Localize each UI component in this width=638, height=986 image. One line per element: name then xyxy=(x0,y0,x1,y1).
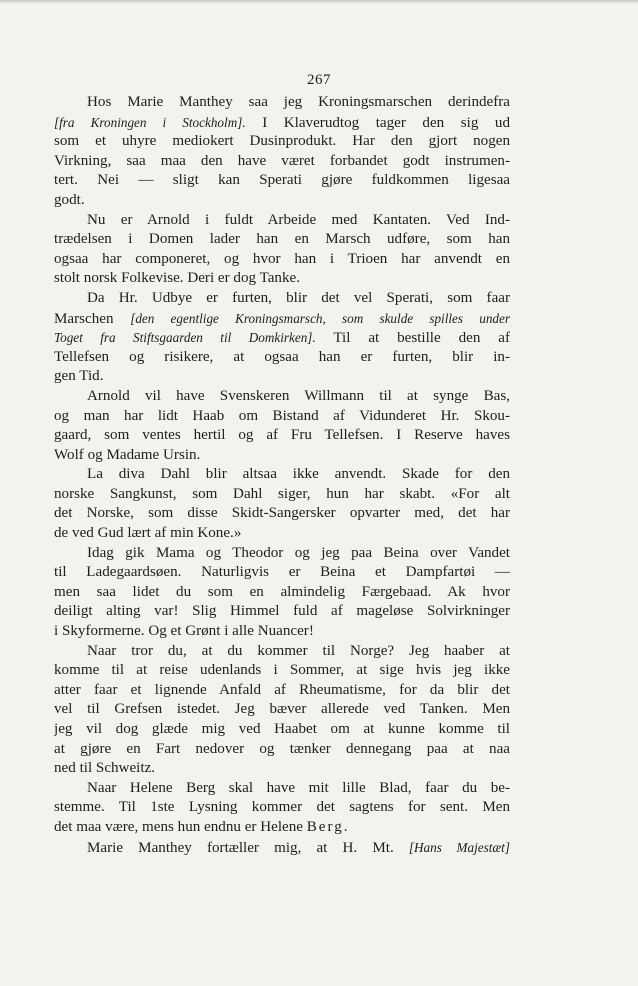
text-line: komme til at reise udenlands i Sommer, at sige hvis jeg ikke xyxy=(54,662,510,679)
text-line: atter faar et lignende Anfald af Rheumatisme, for da blir det xyxy=(54,681,510,698)
text-line: Idag gik Mama og Theodor og jeg paa Beina over Vandet xyxy=(87,544,510,561)
text-line: Virkning, saa maa den have været forbandet godt instrumen- xyxy=(54,152,510,169)
editorial-note: Toget fra Stiftsgaarden til Domkirken]. xyxy=(54,330,316,346)
text-line: og man har lidt Haab om Bistand af Vidunderet Hr. Skou- xyxy=(54,407,510,424)
text-line: Tellefsen og risikere, at ogsaa han er furten, blir in- xyxy=(54,348,510,365)
text-line: godt. xyxy=(54,191,85,208)
text-line: [fra Kroningen i Stockholm]. I Klaverudtog tager den sig ud xyxy=(54,114,510,131)
spaced-name: Berg. xyxy=(306,818,350,835)
text-line: Da Hr. Udbye er furten, blir det vel Sperati, som faar xyxy=(87,289,510,306)
editorial-note: [fra Kroningen i Stockholm]. xyxy=(54,114,246,130)
page-number: 267 xyxy=(307,72,331,88)
text-line: ned til Schweitz. xyxy=(54,760,156,777)
text-line: deiligt alting var! Slig Himmel fuld af mageløse Solvirkninger xyxy=(54,603,510,620)
text-line: Marschen [den egentlige Kroningsmarsch, som skulde spilles under xyxy=(54,310,510,327)
page-top-edge xyxy=(0,0,638,4)
text-line: gaard, som ventes hertil og af Fru Tellefsen. I Reserve haves xyxy=(54,427,510,444)
text-line: at gjøre en Fart nedover og tænker dennegang paa at naa xyxy=(54,740,510,757)
text-line: tert. Nei — sligt kan Sperati gjøre fuldkommen ligesaa xyxy=(54,172,510,189)
text-line: ogsaa har componeret, og hvor han i Trioen har anvendt en xyxy=(54,250,510,267)
text-line: vel til Grefsen istedet. Jeg bæver allerede ved Tanken. Men xyxy=(54,701,510,718)
editorial-note: [Hans Majestæt] xyxy=(408,839,510,855)
text-line: de ved Gud lært af min Kone.» xyxy=(54,525,242,542)
letter-text xyxy=(54,93,510,857)
text-line: Toget fra Stiftsgaarden til Domkirken]. Til at bestille den af xyxy=(54,330,510,347)
text-line: stemme. Til 1ste Lysning kommer det sagtens for sent. Men xyxy=(54,799,510,816)
text-line: stolt norsk Folkevise. Deri er dog Tanke. xyxy=(54,270,300,287)
text-line: Arnold vil have Svenskeren Willmann til at synge Bas, xyxy=(87,387,510,404)
text-line: Naar tror du, at du kommer til Norge? Jeg haaber at xyxy=(87,642,510,659)
text-line: men saa lidet du som en almindelig Færgebaad. Ak hvor xyxy=(54,583,510,600)
text-line: det maa være, mens hun endnu er Helene Berg. xyxy=(54,818,350,835)
text-line: Wolf og Madame Ursin. xyxy=(54,446,201,463)
text-line: Hos Marie Manthey saa jeg Kroningsmarschen derindefra xyxy=(87,94,510,110)
editorial-note: [den egentlige Kroningsmarsch, som skulde spilles under xyxy=(130,310,510,326)
text-line: gen Tid. xyxy=(54,368,104,385)
text-line: trædelsen i Domen lader han en Marsch udføre, som han xyxy=(54,231,510,248)
text-line: i Skyformerne. Og et Grønt i alle Nuancer! xyxy=(54,623,314,640)
text-line: som et uhyre mediokert Dusinprodukt. Har den gjort nogen xyxy=(54,133,510,150)
text-line: La diva Dahl blir altsaa ikke anvendt. Skade for den xyxy=(87,466,510,483)
text-line: til Ladegaardsøen. Naturligvis er Beina et Dampfartøi — xyxy=(54,564,510,581)
text-line: jeg vil dog glæde mig ved Haabet om at kunne komme til xyxy=(54,721,510,737)
text-line: Marie Manthey fortæller mig, at H. Mt. [Hans Majestæt] xyxy=(87,839,510,856)
text-line: Naar Helene Berg skal have mit lille Blad, faar du be- xyxy=(87,779,510,796)
text-line: Nu er Arnold i fuldt Arbeide med Kantaten. Ved Ind- xyxy=(87,211,510,228)
text-line: norske Sangkunst, som Dahl siger, hun har skabt. «For alt xyxy=(54,485,510,502)
text-line: det Norske, som disse Skidt-Sangersker opvarter med, det har xyxy=(54,505,510,522)
